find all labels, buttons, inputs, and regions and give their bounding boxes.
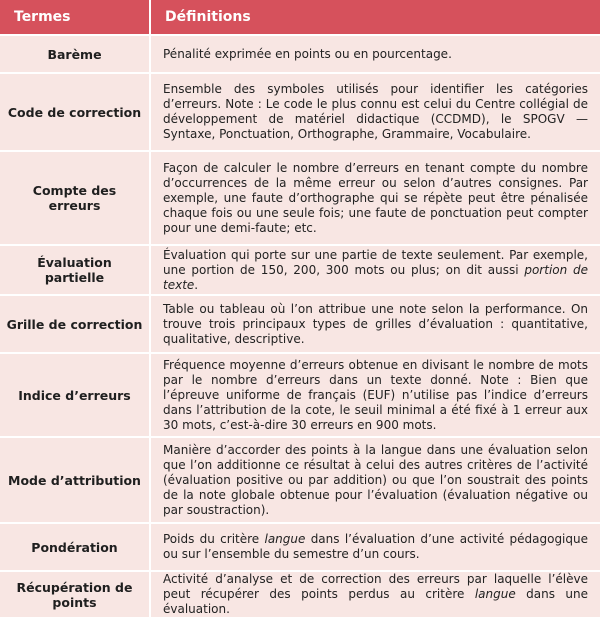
table-row bbox=[0, 295, 600, 353]
definition-cell: Ensemble des symboles utilisés pour identifier les catégories d’erreurs. Note : Le code le plus connu est celui du Centre collégial de développement de matériel didactique (CCDMD), le SPOGV — Syntaxe, Ponctuation, Orthographe, Grammaire, Vocabulaire. bbox=[150, 73, 600, 151]
term-cell: Compte des erreurs bbox=[0, 151, 150, 245]
definition-cell: Évaluation qui porte sur une partie de texte seulement. Par exemple, une portion de 150, 200, 300 mots ou plus; on dit aussi portion de texte. bbox=[150, 245, 600, 295]
definition-cell: Pénalité exprimée en points ou en pourcentage. bbox=[150, 35, 600, 73]
table-row bbox=[0, 437, 600, 523]
table-row bbox=[0, 245, 600, 295]
definition-cell: Façon de calculer le nombre d’erreurs en tenant compte du nombre d’occurrences de la même erreur ou selon d’autres consignes. Par exemple, une faute d’orthographe qui se répète peut être pénalisée chaque fois ou une seule fois; une faute de ponctuation peut compter pour une demi-faute; etc. bbox=[150, 151, 600, 245]
header-terms: Termes bbox=[0, 0, 150, 35]
definition-cell: Poids du critère langue dans l’évaluation d’une activité pédagogique ou sur l’ensemble du semestre d’un cours. bbox=[150, 523, 600, 571]
term-cell: Pondération bbox=[0, 523, 150, 571]
definition-cell: Table ou tableau où l’on attribue une note selon la performance. On trouve trois principaux types de grilles d’évaluation : quantitative, qualitative, descriptive. bbox=[150, 295, 600, 353]
term-cell: Mode d’attribution bbox=[0, 437, 150, 523]
term-cell: Grille de correction bbox=[0, 295, 150, 353]
header-definitions: Définitions bbox=[150, 0, 600, 35]
table-row bbox=[0, 151, 600, 245]
term-cell: Récupération de points bbox=[0, 571, 150, 617]
term-cell: Évaluation partielle bbox=[0, 245, 150, 295]
table-row bbox=[0, 523, 600, 571]
definition-cell: Manière d’accorder des points à la langue dans une évaluation selon que l’on additionne ce résultat à celui des autres critères de l’activité (évaluation positive ou par addition) ou que l’on soustrait des points de la note globale obtenue pour l’évaluation (évaluation négative ou par soustraction). bbox=[150, 437, 600, 523]
table-header bbox=[0, 0, 600, 35]
term-cell: Code de correction bbox=[0, 73, 150, 151]
table-row bbox=[0, 35, 600, 73]
table-row bbox=[0, 571, 600, 617]
definition-cell: Activité d’analyse et de correction des erreurs par laquelle l’élève peut récupérer des points perdus au critère langue dans une évaluation. bbox=[150, 571, 600, 617]
term-cell: Indice d’erreurs bbox=[0, 353, 150, 437]
table-row bbox=[0, 73, 600, 151]
term-cell: Barème bbox=[0, 35, 150, 73]
table-row bbox=[0, 353, 600, 437]
definition-cell: Fréquence moyenne d’erreurs obtenue en divisant le nombre de mots par le nombre d’erreurs dans un texte donné. Note : Bien que l’épreuve uniforme de français (EUF) n’utilise pas l’indice d’erreurs dans l’attribution de la cote, le seuil minimal a été fixé à 1 erreur aux 30 mots, c’est-à-dire 30 erreurs en 900 mots. bbox=[150, 353, 600, 437]
